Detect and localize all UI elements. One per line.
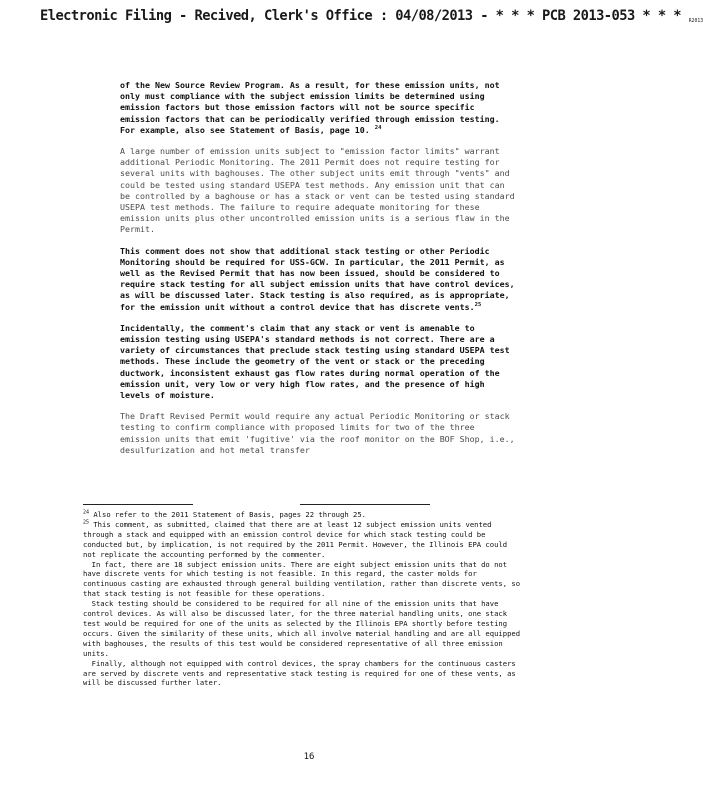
footnote-25-continued-2 bbox=[83, 599, 523, 658]
document-body bbox=[120, 80, 515, 466]
paragraph-comment-quote: A large number of emission units subject to "emission factor limits" warrant additional Periodic Monitoring. The 2011 Permit does not require testing for several units with baghouses. The other subject units emit through "vents" and could be tested using standard USEPA test methods. Any emission unit that can be controlled by a baghouse or has a stack or vent can be tested using standard USEPA test methods. The failure to require adequate monitoring for these emission units plus other uncontrolled emission units is a serious flaw in the Permit. bbox=[120, 146, 515, 235]
footnote-number: 25 bbox=[83, 519, 90, 526]
paragraph-draft-revised-permit: The Draft Revised Permit would require any actual Periodic Monitoring or stack testing to confirm compliance with proposed limits for two of the three emission units that emit 'fugitive' via the roof monitor on the BOF Shop, i.e., desulfurization and hot metal transfer bbox=[120, 411, 515, 455]
paragraph-text: of the New Source Review Program. As a result, for these emission units, not only must compliance with the subject emission limits be determined using emission factors but those emission factors will not be source specific emission factors that can be periodically verified through emission testing. For example, also see Statement of Basis, page 10. bbox=[120, 80, 500, 135]
footnote-number: 24 bbox=[83, 509, 90, 516]
footnote-divider-right bbox=[300, 504, 430, 505]
footnote-text: Stack testing should be considered to be required for all nine of the emission units that have control devices. As will also be discussed later, for the three material handling units, one stack test would be required for one of the units as selected by the Illinois EPA shortly before testing occurs. Given the similarity of these units, which all involve material handling and are all equipped with baghouses, the results of this test would be considered representative of all three emission units. bbox=[83, 599, 521, 658]
footnote-text: Finally, although not equipped with control devices, the spray chambers for the continuous casters are served by discrete vents and representative stack testing is required for one of these vents, as will be discussed further later. bbox=[83, 658, 516, 688]
footnote-text: This comment, as submitted, claimed that there are at least 12 subject emission units vented through a stack and equipped with an emission control device for which stack testing could be conducted but, by implication, is not required by the 2011 Permit. However, the Illinois EPA could not replicate the accounting performed by the commenter. bbox=[83, 519, 508, 559]
filing-header bbox=[40, 8, 703, 34]
footnote-ref: 24 bbox=[374, 125, 382, 132]
footnote-24 bbox=[83, 510, 523, 520]
paragraph-new-source-review bbox=[120, 80, 515, 136]
paragraph-response bbox=[120, 246, 515, 313]
footnote-25 bbox=[83, 520, 523, 560]
filing-header-text: Electronic Filing - Recived, Clerk's Office : 04/08/2013 - * * * PCB 2013-053 * * * bbox=[40, 8, 682, 24]
footnote-ref: 25 bbox=[474, 301, 482, 308]
footnote-25-continued-1 bbox=[83, 560, 523, 600]
paragraph-text: This comment does not show that additional stack testing or other Periodic Monitoring should be required for USS-GCW. In particular, the 2011 Permit, as well as the Revised Permit that has now been issued, should be considered to require stack testing for all subject emission units that have control devices, as will be discussed later. Stack testing is also required, as is appropriate, for the emission unit without a control device that has discrete vents. bbox=[120, 245, 515, 312]
paragraph-incidentally: Incidentally, the comment's claim that any stack or vent is amenable to emission testing using USEPA's standard methods is not correct. There are a variety of circumstances that preclude stack testing using standard USEPA test methods. These include the geometry of the vent or stack or the preceding ductwork, inconsistent exhaust gas flow rates during normal operation of the emission unit, very low or very high flow rates, and the presence of high levels of moisture. bbox=[120, 322, 510, 401]
footnotes-section bbox=[83, 510, 523, 688]
filing-stamp: R2013 bbox=[688, 18, 703, 24]
footnote-text: In fact, there are 18 subject emission units. There are eight subject emission units that do not have discrete vents for which testing is not feasible. In this regard, the caster molds for continuous casting are exhausted through general building ventilation, rather than discrete vents, so that stack testing is not feasible for these operations. bbox=[83, 559, 521, 599]
page-number: 16 bbox=[303, 752, 315, 762]
footnote-text: Also refer to the 2011 Statement of Basis, pages 22 through 25. bbox=[93, 510, 366, 519]
footnote-divider bbox=[83, 504, 193, 505]
footnote-25-continued-3 bbox=[83, 659, 523, 689]
